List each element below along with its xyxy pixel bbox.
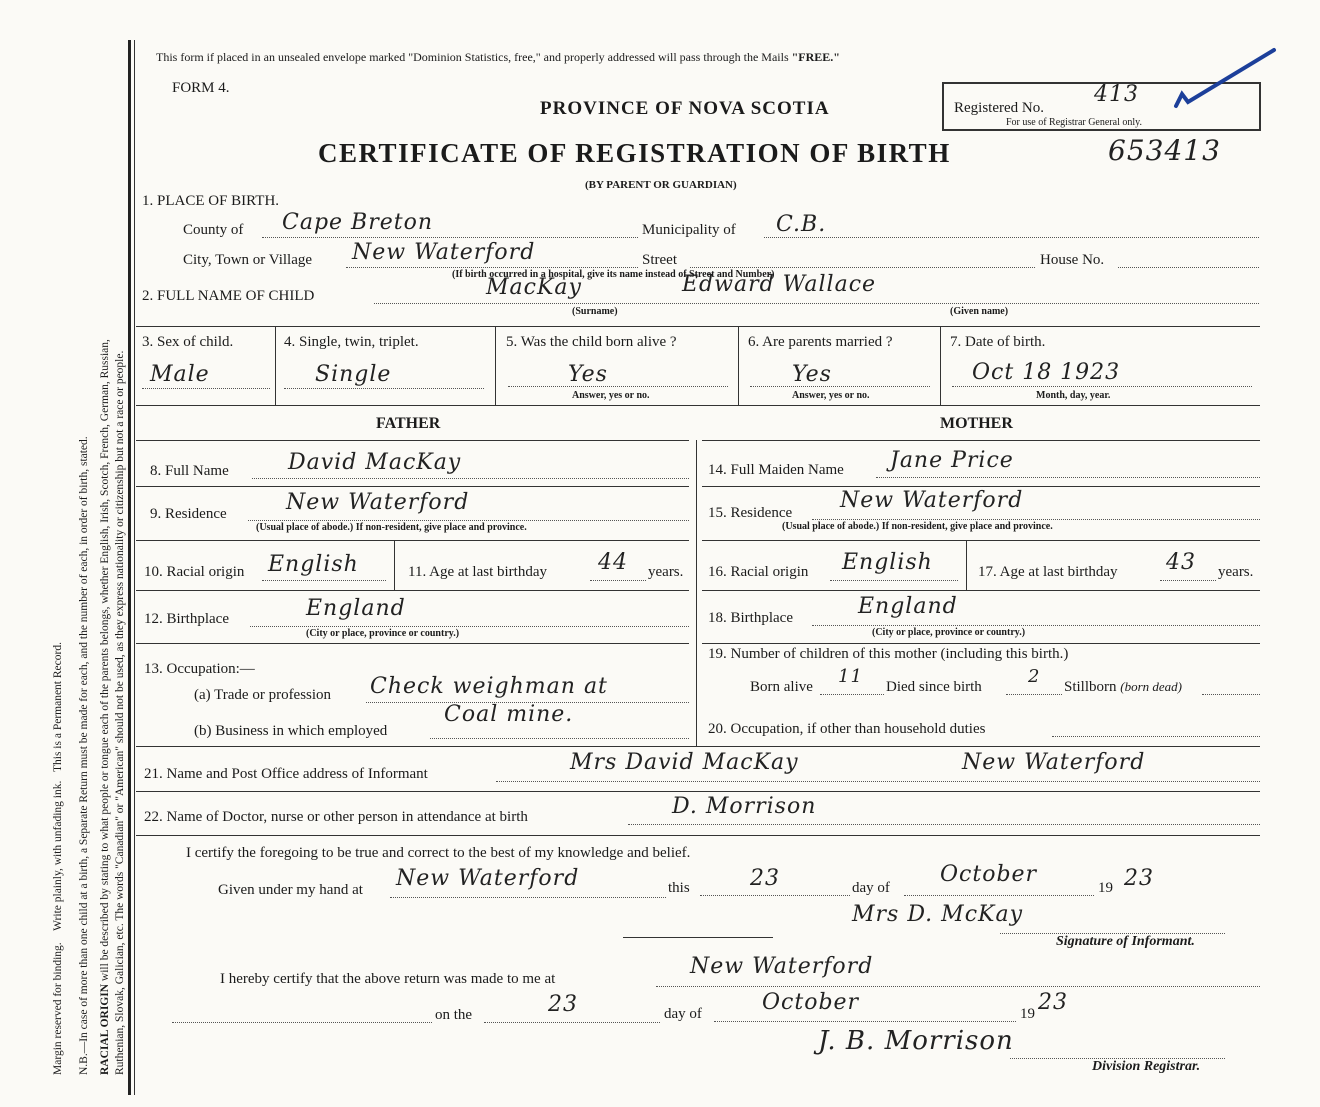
doctor-label: 22. Name of Doctor, nurse or other person in attendance at birth bbox=[144, 809, 528, 825]
registered-number-note: For use of Registrar General only. bbox=[1006, 117, 1142, 128]
registrar-place-line bbox=[656, 986, 1260, 987]
given-place-line bbox=[390, 897, 666, 898]
father-age-line bbox=[590, 580, 646, 581]
date-of-birth-value: Oct 18 1923 bbox=[972, 360, 1121, 385]
municipality-line bbox=[764, 237, 1259, 238]
born-alive-count-label: Born alive bbox=[750, 679, 813, 695]
father-residence-line bbox=[248, 520, 689, 521]
year-prefix: 19 bbox=[1098, 880, 1113, 896]
street-label: Street bbox=[642, 252, 677, 268]
reg-month-line bbox=[714, 1021, 1016, 1022]
postage-notice: This form if placed in an unsealed envelope marked "Dominion Statistics, free," and properly addressed will pass through the Mails "FREE." bbox=[156, 50, 840, 64]
margin-racial-note-2: Ruthenian, Slovak, Galician, etc. The words "Canadian" or "American" should not be used, as they express nationality or citizenship but not a race or people. bbox=[114, 350, 126, 1075]
father-residence-note: (Usual place of abode.) If non-resident, give place and province. bbox=[256, 522, 527, 533]
month-line bbox=[904, 895, 1094, 896]
row-divider-bottom bbox=[136, 405, 1260, 406]
mother-racial-line bbox=[830, 580, 958, 581]
city-line bbox=[346, 267, 638, 268]
father-racial-value: English bbox=[268, 552, 359, 577]
surname-note: (Surname) bbox=[572, 306, 618, 317]
margin-racial-note-1: RACIAL ORIGIN will be described by stating to what people or tongue each of the parents belongs, whether English, Irish, Scotch, French, German, Russian, bbox=[99, 339, 111, 1075]
certify-statement: I certify the foregoing to be true and correct to the best of my knowledge and belief. bbox=[186, 845, 691, 861]
margin-nb-note: N.B.—In case of more than one child at a birth, a Separate Return must be made for each, and the number of each, in order of birth, stated. bbox=[78, 436, 90, 1075]
child-surname-value: MacKay bbox=[486, 275, 582, 300]
informant-divider bbox=[136, 791, 1260, 792]
died-since-birth-label: Died since birth bbox=[886, 679, 982, 695]
father-racial-line bbox=[262, 580, 386, 581]
margin-border-thin bbox=[134, 40, 135, 1095]
father-residence-label: 9. Residence bbox=[150, 506, 227, 522]
child-name-label: 2. FULL NAME OF CHILD bbox=[142, 288, 315, 304]
stillborn-line bbox=[1202, 694, 1260, 695]
business-value: Coal mine. bbox=[444, 702, 574, 727]
mother-occupation-label: 20. Occupation, if other than household duties bbox=[708, 721, 986, 737]
father-birthplace-value: England bbox=[306, 596, 406, 621]
father-age-label: 11. Age at last birthday bbox=[408, 564, 547, 580]
date-of-birth-label: 7. Date of birth. bbox=[950, 334, 1046, 350]
plurality-line bbox=[284, 388, 484, 389]
died-since-birth-line bbox=[1006, 694, 1062, 695]
mother-residence-divider bbox=[702, 540, 1260, 541]
father-name-label: 8. Full Name bbox=[150, 463, 229, 479]
form-number: FORM 4. bbox=[172, 80, 230, 96]
this-day-value: 23 bbox=[750, 866, 780, 891]
mother-age-line bbox=[1160, 580, 1216, 581]
mother-racial-divider bbox=[966, 540, 967, 590]
col-divider-3 bbox=[738, 326, 739, 405]
mother-name-divider bbox=[702, 486, 1260, 487]
mother-age-label: 17. Age at last birthday bbox=[978, 564, 1118, 580]
father-heading-line bbox=[136, 440, 689, 441]
occupation-label: 13. Occupation:— bbox=[144, 661, 255, 677]
father-birthplace-note: (City or place, province or country.) bbox=[306, 628, 460, 639]
doctor-divider bbox=[136, 835, 1260, 836]
mother-racial-label: 16. Racial origin bbox=[708, 564, 809, 580]
registered-number-label: Registered No. bbox=[954, 100, 1044, 116]
margin-binding-note: Margin reserved for binding. Write plainly, with unfading ink. This is a Permanent Record. bbox=[52, 642, 64, 1075]
given-name-note: (Given name) bbox=[950, 306, 1009, 317]
father-residence-divider bbox=[136, 540, 689, 541]
registered-number-value: 413 bbox=[1094, 82, 1139, 107]
plurality-label: 4. Single, twin, triplet. bbox=[284, 334, 419, 350]
father-name-line bbox=[252, 478, 689, 479]
informant-top-divider bbox=[136, 746, 1260, 747]
informant-label: 21. Name and Post Office address of Informant bbox=[144, 766, 428, 782]
row-divider-top bbox=[136, 326, 1260, 327]
street-line bbox=[690, 267, 1035, 268]
reg-day-line bbox=[484, 1022, 660, 1023]
county-value: Cape Breton bbox=[282, 210, 434, 235]
father-birthplace-line bbox=[250, 626, 689, 627]
month-value: October bbox=[940, 862, 1038, 887]
mother-occupation-line bbox=[1052, 736, 1260, 737]
father-age-divider bbox=[136, 590, 689, 591]
father-name-value: David MacKay bbox=[288, 450, 462, 475]
mother-heading: MOTHER bbox=[940, 415, 1013, 432]
informant-name-value: Mrs David MacKay bbox=[570, 750, 799, 775]
reg-day-value: 23 bbox=[548, 992, 578, 1017]
father-age-value: 44 bbox=[598, 550, 628, 575]
sex-value: Male bbox=[150, 362, 210, 387]
mother-name-value: Jane Price bbox=[890, 448, 1014, 473]
parents-married-note: Answer, yes or no. bbox=[792, 390, 870, 401]
registrar-statement: I hereby certify that the above return was made to me at bbox=[220, 971, 556, 987]
mother-residence-label: 15. Residence bbox=[708, 505, 793, 521]
died-since-birth-value: 2 bbox=[1028, 666, 1041, 687]
father-racial-label: 10. Racial origin bbox=[144, 564, 245, 580]
date-of-birth-note: Month, day, year. bbox=[1036, 390, 1111, 401]
informant-line bbox=[496, 781, 1260, 782]
parents-married-label: 6. Are parents married ? bbox=[748, 334, 893, 350]
mother-racial-value: English bbox=[842, 550, 933, 575]
county-label: County of bbox=[183, 222, 244, 238]
certificate-subtitle: (BY PARENT OR GUARDIAN) bbox=[585, 179, 737, 191]
given-under-label: Given under my hand at bbox=[218, 882, 363, 898]
doctor-value: D. Morrison bbox=[672, 794, 817, 819]
born-alive-note: Answer, yes or no. bbox=[572, 390, 650, 401]
separator-rule bbox=[623, 937, 773, 938]
date-of-birth-line bbox=[952, 386, 1252, 387]
certificate-title: CERTIFICATE OF REGISTRATION OF BIRTH bbox=[318, 138, 951, 168]
county-line bbox=[262, 237, 638, 238]
parents-married-value: Yes bbox=[792, 362, 832, 387]
trade-label: (a) Trade or profession bbox=[194, 687, 332, 703]
reg-year-prefix: 19 bbox=[1020, 1006, 1035, 1022]
doctor-line bbox=[628, 824, 1260, 825]
father-residence-value: New Waterford bbox=[286, 490, 470, 515]
born-alive-value: Yes bbox=[568, 362, 608, 387]
place-of-birth-label: 1. PLACE OF BIRTH. bbox=[142, 193, 280, 209]
signature-of-informant-label: Signature of Informant. bbox=[1056, 934, 1195, 949]
house-number-label: House No. bbox=[1040, 252, 1105, 268]
sex-line bbox=[142, 388, 270, 389]
this-day-line bbox=[700, 895, 850, 896]
city-value: New Waterford bbox=[352, 240, 536, 265]
mother-heading-line bbox=[702, 440, 1260, 441]
registrar-place-value: New Waterford bbox=[690, 954, 874, 979]
born-alive-label: 5. Was the child born alive ? bbox=[506, 334, 677, 350]
mother-age-years: years. bbox=[1218, 564, 1254, 580]
year-value: 23 bbox=[1124, 866, 1154, 891]
trade-value: Check weighman at bbox=[370, 674, 608, 699]
this-label: this bbox=[668, 880, 690, 896]
father-name-divider bbox=[136, 486, 689, 487]
mother-name-label: 14. Full Maiden Name bbox=[708, 462, 844, 478]
municipality-label: Municipality of bbox=[642, 222, 736, 238]
mother-name-line bbox=[876, 477, 1260, 478]
reg-day-of-label: day of bbox=[664, 1006, 702, 1022]
born-alive-count-value: 11 bbox=[838, 666, 863, 687]
father-age-years: years. bbox=[648, 564, 684, 580]
stillborn-label: Stillborn (born dead) bbox=[1064, 679, 1183, 695]
child-name-line bbox=[374, 303, 1259, 304]
reg-year-value: 23 bbox=[1038, 990, 1068, 1015]
hospital-note: (If birth occurred in a hospital, give its name instead of Street and Number) bbox=[452, 269, 775, 280]
born-alive-count-line bbox=[820, 694, 884, 695]
plurality-value: Single bbox=[315, 362, 392, 387]
division-registrar-label: Division Registrar. bbox=[1092, 1059, 1201, 1074]
margin-border-thick bbox=[128, 40, 131, 1095]
father-heading: FATHER bbox=[376, 415, 441, 432]
house-number-line bbox=[1118, 267, 1259, 268]
business-line bbox=[430, 738, 689, 739]
mother-birthplace-line bbox=[812, 625, 1260, 626]
col-divider-4 bbox=[940, 326, 941, 405]
mother-age-value: 43 bbox=[1166, 550, 1196, 575]
mother-birthplace-note: (City or place, province or country.) bbox=[872, 627, 1026, 638]
mother-residence-note: (Usual place of abode.) If non-resident, give place and province. bbox=[782, 521, 1053, 532]
reg-month-value: October bbox=[762, 990, 860, 1015]
given-place-value: New Waterford bbox=[396, 866, 580, 891]
mother-residence-line bbox=[812, 519, 1260, 520]
children-count-label: 19. Number of children of this mother (including this birth.) bbox=[708, 646, 1069, 662]
sex-label: 3. Sex of child. bbox=[142, 334, 234, 350]
col-divider-1 bbox=[275, 326, 276, 405]
certificate-number: 653413 bbox=[1108, 134, 1221, 167]
father-racial-divider bbox=[394, 540, 395, 590]
day-of-label: day of bbox=[852, 880, 890, 896]
mother-birthplace-label: 18. Birthplace bbox=[708, 610, 793, 626]
father-birthplace-label: 12. Birthplace bbox=[144, 611, 229, 627]
informant-signature: Mrs D. McKay bbox=[852, 902, 1023, 927]
parents-married-line bbox=[750, 386, 930, 387]
informant-address-value: New Waterford bbox=[962, 750, 1146, 775]
business-label: (b) Business in which employed bbox=[194, 723, 388, 739]
father-mother-divider bbox=[696, 440, 697, 746]
mother-residence-value: New Waterford bbox=[840, 488, 1024, 513]
on-the-leading-line bbox=[172, 1022, 432, 1023]
child-given-name-value: Edward Wallace bbox=[682, 272, 877, 297]
born-alive-line bbox=[508, 386, 728, 387]
city-label: City, Town or Village bbox=[183, 252, 313, 268]
mother-birthplace-divider bbox=[702, 643, 1260, 644]
registrar-signature: J. B. Morrison bbox=[818, 1026, 1014, 1056]
blue-check-mark bbox=[1172, 44, 1282, 110]
mother-birthplace-value: England bbox=[858, 594, 958, 619]
province-heading: PROVINCE OF NOVA SCOTIA bbox=[540, 98, 830, 119]
father-birthplace-divider bbox=[136, 643, 689, 644]
mother-age-divider bbox=[702, 590, 1260, 591]
on-the-label: on the bbox=[435, 1007, 473, 1023]
col-divider-2 bbox=[495, 326, 496, 405]
municipality-value: C.B. bbox=[776, 212, 827, 237]
